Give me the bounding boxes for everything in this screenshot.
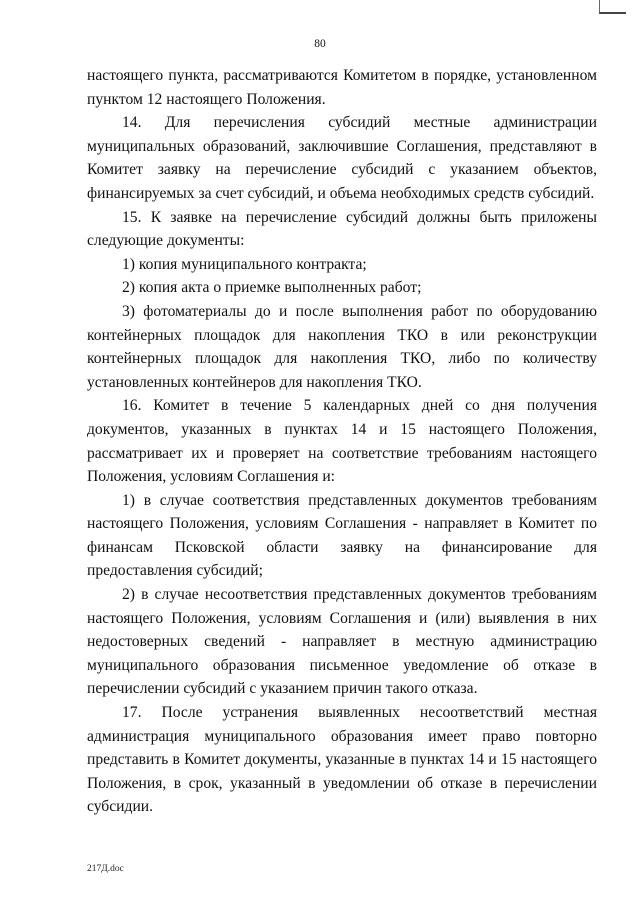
list-item-2: 2) копия акта о приемке выполненных работ; — [122, 279, 422, 297]
paragraph-16-item-1: 1) в случае соответствия представленных документов требованиям настоящего Положения, условиям Соглашения - направляет в Комитет по финансам Псковской области заявку на финансирование для предоставления субсидий; — [87, 491, 597, 580]
page-number: 80 — [314, 38, 326, 50]
paragraph-15: 15. К заявке на перечисление субсидий должны быть приложены следующие документы: — [87, 208, 597, 250]
paragraph-16-item-2: 2) в случае несоответствия представленных документов требованиям настоящего Положения, условиям Соглашения и (или) выявления в них недостоверных сведений - направляет в местную администрацию муниципального образования письменное уведомление об отказе в перечислении субсидий с указанием причин такого отказа. — [87, 586, 597, 698]
paragraph-continuation: настоящего пункта, рассматриваются Комитетом в порядке, установленном пунктом 12 настоящего Положения. — [87, 67, 597, 108]
paragraph-16: 16. Комитет в течение 5 календарных дней со дня получения документов, указанных в пунктах 14 и 15 настоящего Положения, рассматривает их и проверяет на соответствие требованиям настоящего Положения, условиям Соглашения и: — [87, 397, 597, 486]
footer-filename: 217Д.doc — [87, 864, 124, 874]
scan-corner-mark — [599, 0, 626, 14]
paragraph-14: 14. Для перечисления субсидий местные администрации муниципальных образований, заключившие Соглашения, представляют в Комитет заявку на перечисление субсидий с указанием объектов, финансируемых за счет субсидий, и объема необходимых средств субсидий. — [87, 114, 597, 202]
list-item-1: 1) копия муниципального контракта; — [122, 255, 367, 273]
document-body — [87, 64, 597, 819]
paragraph-17: 17. После устранения выявленных несоответствий местная администрация муниципального образования имеет право повторно представить в Комитет документы, указанные в пунктах 14 и 15 настоящего Положения, в срок, указанный в уведомлении об отказе в перечислении субсидии. — [87, 704, 597, 816]
list-item-3: 3) фотоматериалы до и после выполнения работ по оборудованию контейнерных площадок для накопления ТКО в или реконструкции контейнерных площадок для накопления ТКО, либо по количеству установленных контейнеров для накопления ТКО. — [87, 302, 597, 391]
